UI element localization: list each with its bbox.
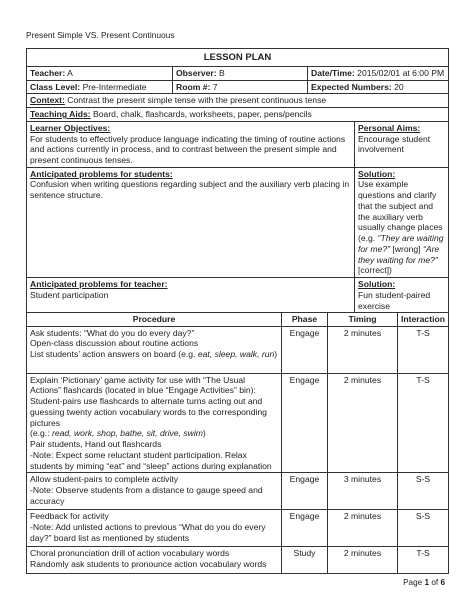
interaction-cell: T-S: [398, 547, 449, 574]
teacher-cell: Teacher: A: [27, 66, 173, 80]
info-row-2: [27, 80, 449, 94]
timing-cell: 2 minutes: [328, 510, 398, 547]
interaction-cell: T-S: [398, 373, 449, 473]
solution-teacher-cell: [355, 278, 449, 313]
problems-teacher-label: Anticipated problems for teacher:: [30, 279, 168, 290]
phase-cell: Engage: [282, 373, 328, 473]
procedure-header-row: [27, 313, 449, 327]
table-row: [27, 326, 449, 373]
timing-column-header: Timing: [328, 313, 398, 327]
table-row: [27, 547, 449, 574]
table-row: [27, 373, 449, 473]
phase-cell: Study: [282, 547, 328, 574]
context-cell: Context: Contrast the present simple tense with the present continuous tense: [27, 94, 449, 108]
datetime-cell: Date/Time: 2015/02/01 at 6:00 PM: [308, 66, 449, 80]
problems-teacher-text: Student participation: [30, 289, 109, 300]
phase-column-header: Phase: [282, 313, 328, 327]
interaction-column-header: Interaction: [398, 313, 449, 327]
personal-aims-cell: [355, 121, 449, 167]
procedure-cell: Choral pronunciation drill of action vocabulary words Randomly ask students to pronounce action vocabulary words: [27, 547, 282, 574]
table-row: [27, 473, 449, 510]
procedure-cell: Ask students: “What do you do every day?” Open-class discussion about routine actions List students’ action answers on board (e.g. eat, sleep, walk, run): [27, 326, 282, 373]
personal-aims-text: Encourage student involvement: [358, 133, 431, 155]
solution-teacher-label: Solution:: [358, 279, 396, 290]
procedure-table: [26, 312, 449, 574]
interaction-cell: S-S: [398, 510, 449, 547]
learner-objectives-text: For students to effectively produce language indicating the timing of routine actions and actions currently in process, and to contrast between the present simple and present continuous tenses.: [30, 133, 346, 166]
observer-cell: Observer: B: [173, 66, 308, 80]
problems-teacher-cell: [27, 278, 355, 313]
document-header: Present Simple VS. Present Continuous: [26, 30, 175, 40]
procedure-cell: Allow student-pairs to complete activity -Note: Observe students from a distance to gauge speed and accuracy: [27, 473, 282, 510]
page-number: Page 1 of 6: [403, 578, 445, 587]
phase-cell: Engage: [282, 326, 328, 373]
problems-students-text: Confusion when writing questions regarding subject and the auxiliary verb placing in sentence structure.: [30, 179, 350, 201]
class-level-cell: Class Level: Pre-Intermediate: [27, 80, 173, 94]
table-row: [27, 510, 449, 547]
procedure-column-header: Procedure: [27, 313, 282, 327]
timing-cell: 2 minutes: [328, 373, 398, 473]
teaching-aids-cell: Teaching Aids: Board, chalk, flashcards, worksheets, paper, pens/pencils: [27, 108, 449, 122]
solution-teacher-text: Fun student-paired exercise: [358, 289, 431, 311]
timing-cell: 2 minutes: [328, 547, 398, 574]
timing-cell: 2 minutes: [328, 326, 398, 373]
solution-students-label: Solution:: [358, 168, 396, 179]
phase-cell: Engage: [282, 473, 328, 510]
interaction-cell: S-S: [398, 473, 449, 510]
personal-aims-label: Personal Aims:: [358, 122, 421, 133]
interaction-cell: T-S: [398, 326, 449, 373]
timing-cell: 3 minutes: [328, 473, 398, 510]
lesson-plan-title: LESSON PLAN: [27, 49, 449, 67]
procedure-cell: Explain ‘Pictionary’ game activity for use with “The Usual Actions” flashcards (located in blue “Engage Activities” bin): Student-pairs use flashcards to alternate turns acting out and guessing twenty action vocabulary words to the corresponding pictures (e.g.: read, work, shop, bathe, sit, drive, swim) Pair students, Hand out flashcards -Note: Expect some reluctant student participation. Relax students by miming “eat” and “sleep” actions during explanation: [27, 373, 282, 473]
phase-cell: Engage: [282, 510, 328, 547]
expected-numbers-cell: Expected Numbers: 20: [308, 80, 449, 94]
learner-objectives-label: Learner Objectives:: [30, 122, 111, 133]
room-cell: Room #: 7: [173, 80, 308, 94]
problems-students-label: Anticipated problems for students:: [30, 168, 173, 179]
learner-objectives-cell: [27, 121, 355, 167]
info-row-1: [27, 66, 449, 80]
lesson-plan-table: [26, 48, 449, 313]
procedure-cell: Feedback for activity -Note: Add unlisted actions to previous “What do you do every day?” board list as mentioned by students: [27, 510, 282, 547]
problems-students-cell: [27, 167, 355, 277]
solution-students-cell: [355, 167, 449, 277]
solution-students-text: Use example questions and clarify that the subject and the auxiliary verb usually change places (e.g. “They are waiting for me?” [wrong] “Are they waiting for me?” [correct]): [358, 179, 444, 276]
